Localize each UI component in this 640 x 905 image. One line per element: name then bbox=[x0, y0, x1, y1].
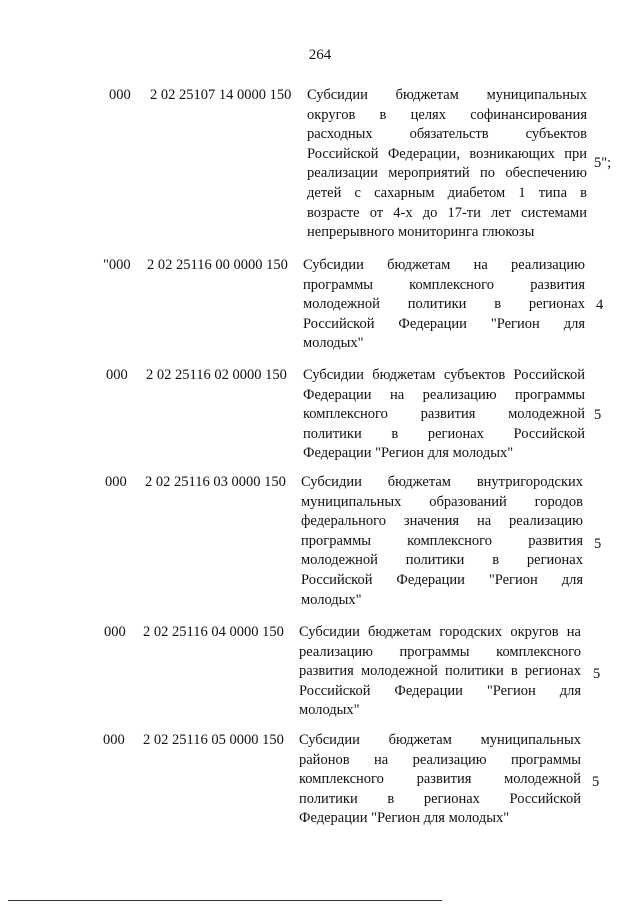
admin-code: "000 bbox=[103, 257, 131, 273]
page-bottom-rule bbox=[8, 900, 442, 901]
row-mark: 5 bbox=[593, 666, 601, 682]
description-line: молодежной политики в регионах bbox=[303, 296, 585, 313]
description-line: молодых" bbox=[301, 591, 362, 608]
description-line: районов на реализацию программы bbox=[299, 751, 581, 768]
description-line: детей с сахарным диабетом 1 типа в bbox=[307, 184, 587, 201]
revenue-code: 2 02 25116 03 0000 150 bbox=[145, 474, 286, 490]
description-line: Субсидии бюджетам муниципальных bbox=[307, 87, 587, 103]
table-row bbox=[0, 731, 640, 831]
description-line: Федерации "Регион для молодых" bbox=[303, 445, 514, 462]
description-line: программы комплексного развития bbox=[301, 532, 583, 549]
admin-code: 000 bbox=[103, 732, 125, 748]
description-line: Российской Федерации "Регион для bbox=[301, 571, 583, 588]
revenue-code: 2 02 25116 04 0000 150 bbox=[143, 624, 284, 640]
table-row bbox=[0, 623, 640, 723]
description-line: комплексного развития молодежной bbox=[299, 771, 581, 788]
revenue-code: 2 02 25107 14 0000 150 bbox=[150, 87, 292, 103]
table-row bbox=[0, 473, 640, 613]
page-number: 264 bbox=[308, 47, 332, 63]
admin-code: 000 bbox=[104, 624, 126, 640]
row-description bbox=[301, 473, 583, 610]
row-mark: 5 bbox=[594, 407, 602, 423]
description-line: Субсидии бюджетам муниципальных bbox=[299, 732, 581, 748]
description-line: развития молодежной политики в регионах bbox=[299, 663, 581, 680]
revenue-code: 2 02 25116 02 0000 150 bbox=[146, 367, 287, 383]
description-line: комплексного развития молодежной bbox=[303, 406, 585, 423]
description-line: непрерывного мониторинга глюкозы bbox=[307, 224, 535, 241]
description-line: реализацию программы комплексного bbox=[299, 643, 581, 660]
description-line: программы комплексного развития bbox=[303, 276, 585, 293]
description-line: молодых" bbox=[303, 335, 364, 352]
description-line: расходных обязательств субъектов bbox=[307, 126, 587, 143]
row-mark: 5"; bbox=[594, 155, 612, 171]
table-row bbox=[0, 366, 640, 466]
table-row bbox=[0, 86, 640, 246]
row-description bbox=[303, 366, 585, 464]
description-line: федерального значения на реализацию bbox=[301, 513, 583, 530]
description-line: Субсидии бюджетам субъектов Российской bbox=[303, 367, 585, 383]
admin-code: 000 bbox=[106, 367, 128, 383]
row-mark: 4 bbox=[596, 297, 604, 313]
row-description bbox=[307, 86, 587, 243]
admin-code: 000 bbox=[109, 87, 131, 103]
description-line: округов в целях софинансирования bbox=[307, 106, 587, 123]
description-line: муниципальных образований городов bbox=[301, 493, 583, 510]
row-mark: 5 bbox=[592, 774, 600, 790]
table-row bbox=[0, 256, 640, 356]
description-line: политики в регионах Российской bbox=[299, 790, 581, 807]
admin-code: 000 bbox=[105, 474, 127, 490]
description-line: Российской Федерации "Регион для bbox=[303, 315, 585, 332]
row-mark: 5 bbox=[594, 536, 602, 552]
revenue-code: 2 02 25116 05 0000 150 bbox=[143, 732, 284, 748]
description-line: молодых" bbox=[299, 702, 360, 719]
row-description bbox=[303, 256, 585, 354]
row-description bbox=[299, 731, 581, 829]
description-line: Федерации "Регион для молодых" bbox=[299, 810, 510, 827]
description-line: Субсидии бюджетам на реализацию bbox=[303, 257, 585, 273]
description-line: Российской Федерации "Регион для bbox=[299, 682, 581, 699]
description-line: политики в регионах Российской bbox=[303, 425, 585, 442]
description-line: Субсидии бюджетам внутригородских bbox=[301, 474, 583, 490]
description-line: Федерации на реализацию программы bbox=[303, 386, 585, 403]
revenue-code: 2 02 25116 00 0000 150 bbox=[147, 257, 288, 273]
description-line: возрасте от 4-х до 17-ти лет системами bbox=[307, 204, 587, 221]
description-line: реализации мероприятий по обеспечению bbox=[307, 165, 587, 182]
description-line: Субсидии бюджетам городских округов на bbox=[299, 624, 581, 640]
description-line: Российской Федерации, возникающих при bbox=[307, 145, 587, 162]
description-line: молодежной политики в регионах bbox=[301, 552, 583, 569]
row-description bbox=[299, 623, 581, 721]
